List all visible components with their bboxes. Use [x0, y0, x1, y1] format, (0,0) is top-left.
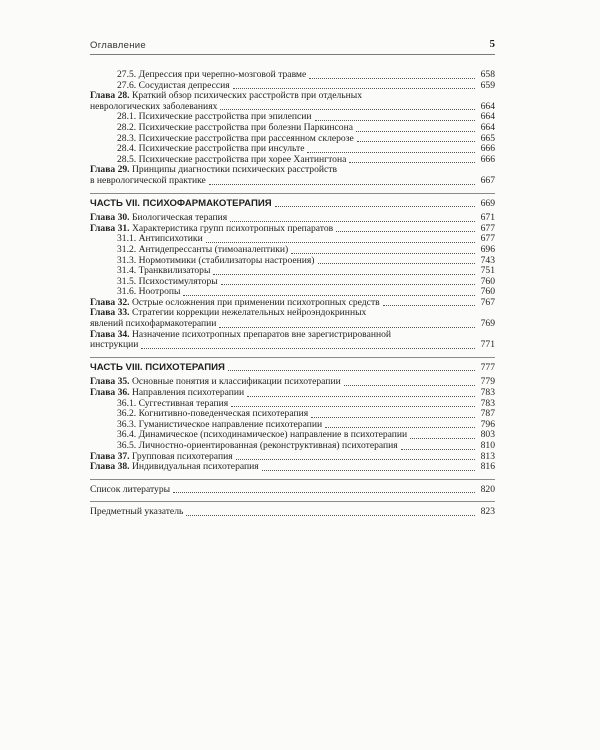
- toc-entry-page: 664: [480, 111, 495, 123]
- section-divider: [90, 357, 495, 358]
- leader-dots: [325, 427, 475, 428]
- leader-dots: [233, 88, 475, 89]
- toc-entry-page: 677: [480, 233, 495, 245]
- toc-entry-28-2[interactable]: [90, 123, 495, 134]
- leader-dots: [356, 131, 475, 132]
- leader-dots: [410, 438, 475, 439]
- chapter-prefix: Глава 35.: [90, 376, 130, 388]
- toc-entry-page: 667: [480, 174, 495, 186]
- leader-dots: [236, 459, 475, 460]
- toc-entry-page: 760: [480, 286, 495, 298]
- toc-entry-label: 36.3. Гуманистическое направление психотерапии: [117, 418, 323, 430]
- toc-part-7[interactable]: [90, 199, 495, 210]
- section-divider: [90, 193, 495, 194]
- toc-entry-label: 28.1. Психические расстройства при эпилепсии: [117, 111, 312, 123]
- toc-entry-label: Предметный указатель: [90, 506, 184, 518]
- toc-entry-label: 28.4. Психические расстройства при инсульте: [117, 143, 305, 155]
- toc-chapter-34[interactable]: [90, 330, 495, 341]
- leader-dots: [206, 242, 475, 243]
- toc-entry-page: 783: [480, 397, 495, 409]
- toc-entry-label: 31.2. Антидепрессанты (тимоаналептики): [117, 243, 289, 255]
- chapter-prefix: Глава 29.: [90, 164, 130, 176]
- toc-chapter-34-cont[interactable]: [90, 340, 495, 351]
- leader-dots: [221, 284, 475, 285]
- chapter-prefix: Глава 33.: [90, 307, 130, 319]
- leader-dots: [220, 109, 475, 110]
- toc-entry-page: 771: [480, 339, 495, 351]
- chapter-title-line2: неврологических заболеваниях: [90, 100, 218, 112]
- leader-dots: [309, 78, 475, 79]
- chapter-prefix: Глава 30.: [90, 212, 130, 224]
- toc-chapter-29-cont[interactable]: [90, 176, 495, 187]
- leader-dots: [213, 274, 475, 275]
- toc-entry-label: Список литературы: [90, 483, 171, 495]
- toc-entry-page: 666: [480, 153, 495, 165]
- leader-dots: [183, 295, 475, 296]
- chapter-title-line2: инструкции: [90, 339, 139, 351]
- toc-entry-page: 796: [480, 418, 495, 430]
- chapter-title: Острые осложнения при применении психотропных средств: [131, 296, 380, 308]
- toc-entry-page: 823: [480, 506, 495, 518]
- toc-entry-label: 31.1. Антипсихотики: [117, 233, 203, 245]
- leader-dots: [219, 327, 475, 328]
- toc-entry-page: 665: [480, 132, 495, 144]
- toc-entry-page: 767: [480, 296, 495, 308]
- toc-entry-page: 659: [480, 79, 495, 91]
- toc-entry-page: 760: [480, 275, 495, 287]
- toc-entry-page: 779: [480, 376, 495, 388]
- toc-chapter-38[interactable]: [90, 462, 495, 473]
- toc-entry-page: 777: [480, 361, 495, 373]
- leader-dots: [315, 120, 475, 121]
- leader-dots: [291, 253, 475, 254]
- chapter-prefix: Глава 28.: [90, 90, 130, 102]
- chapter-title: Направления психотерапии: [131, 387, 245, 399]
- chapter-title-line1: Назначение психотропных препаратов вне зарегистрированной: [131, 328, 392, 340]
- chapter-prefix: Глава 32.: [90, 296, 130, 308]
- toc-entry-label: 28.5. Психические расстройства при хорее Хантингтона: [117, 153, 347, 165]
- chapter-title: Групповая психотерапия: [131, 450, 233, 462]
- leader-dots: [318, 263, 476, 264]
- running-header-title: Оглавление: [90, 40, 146, 51]
- toc-entry-label: 36.1. Суггестивная терапия: [117, 397, 229, 409]
- toc-entry-page: 696: [480, 243, 495, 255]
- leader-dots: [231, 406, 475, 407]
- toc-entry-label: 31.4. Транквилизаторы: [117, 265, 211, 277]
- toc-entry-label: 28.3. Психические расстройства при рассеянном склерозе: [117, 132, 354, 144]
- leader-dots: [307, 152, 475, 153]
- toc-entry-label: 36.5. Личностно-ориентированная (реконструктивная) психотерапия: [117, 440, 398, 451]
- toc-entry-page: 658: [480, 69, 495, 80]
- chapter-title-line2: явлений психофармакотерапии: [90, 318, 217, 330]
- toc-entry-page: 664: [480, 100, 495, 112]
- chapter-prefix: Глава 36.: [90, 387, 130, 399]
- leader-dots: [344, 385, 475, 386]
- chapter-title: Биологическая терапия: [131, 212, 228, 224]
- toc-entry-page: 783: [480, 387, 495, 399]
- leader-dots: [141, 348, 475, 349]
- leader-dots: [186, 515, 475, 516]
- toc-entry-page: 666: [480, 143, 495, 155]
- chapter-prefix: Глава 34.: [90, 328, 130, 340]
- chapter-title: Характеристика групп психотропных препаратов: [131, 222, 334, 234]
- toc-entry-page: 813: [480, 450, 495, 462]
- chapter-title: Индивидуальная психотерапия: [131, 461, 259, 473]
- chapter-prefix: Глава 38.: [90, 461, 130, 473]
- chapter-title: Основные понятия и классификации психотерапии: [131, 376, 341, 388]
- leader-dots: [336, 231, 475, 232]
- toc-entry-label: 31.3. Нормотимики (стабилизаторы настроения): [117, 254, 315, 266]
- toc-entry-label: 27.5. Депрессия при черепно-мозговой травме: [117, 69, 307, 80]
- toc-entry-label: 36.4. Динамическое (психодинамическое) направление в психотерапии: [117, 429, 408, 441]
- section-divider: [90, 479, 495, 480]
- toc-entry-label: 31.5. Психостимуляторы: [117, 275, 218, 287]
- toc-part-8[interactable]: [90, 363, 495, 374]
- chapter-prefix: Глава 37.: [90, 450, 130, 462]
- page-number: 5: [489, 38, 495, 50]
- toc-entry-label: 31.6. Ноотропы: [117, 286, 181, 298]
- toc-entry-page: 671: [480, 212, 495, 224]
- part-title: ЧАСТЬ VII. ПСИХОФАРМАКОТЕРАПИЯ: [90, 197, 272, 209]
- toc-entry-27-5[interactable]: [90, 70, 495, 81]
- chapter-title-line2: в неврологической практике: [90, 174, 206, 186]
- toc-subject-index[interactable]: [90, 507, 495, 518]
- leader-dots: [228, 370, 475, 371]
- leader-dots: [262, 470, 475, 471]
- leader-dots: [311, 417, 475, 418]
- toc-entry-31-2[interactable]: [90, 245, 495, 256]
- leader-dots: [383, 305, 475, 306]
- leader-dots: [173, 492, 475, 493]
- toc-literature[interactable]: [90, 485, 495, 496]
- toc-entry-page: 803: [480, 429, 495, 441]
- toc-entry-label: 36.2. Когнитивно-поведенческая психотерапия: [117, 408, 309, 420]
- toc-entry-page: 810: [480, 440, 495, 451]
- toc-entry-page: 816: [480, 461, 495, 473]
- chapter-prefix: Глава 31.: [90, 222, 130, 234]
- leader-dots: [357, 141, 475, 142]
- leader-dots: [349, 162, 475, 163]
- toc-entry-page: 669: [480, 197, 495, 209]
- chapter-title-line1: Принципы диагностики психических расстройств: [131, 164, 337, 176]
- toc-entry-page: 787: [480, 408, 495, 420]
- leader-dots: [247, 396, 475, 397]
- section-divider: [90, 501, 495, 502]
- toc-entry-label: 27.6. Сосудистая депрессия: [117, 79, 230, 91]
- chapter-title-line1: Стратегии коррекции нежелательных нейроэндокринных: [131, 307, 367, 319]
- leader-dots: [209, 184, 475, 185]
- chapter-title-line1: Краткий обзор психических расстройств при отдельных: [131, 90, 363, 102]
- table-of-contents: [90, 70, 495, 518]
- toc-entry-page: 820: [480, 483, 495, 495]
- running-header: [90, 40, 495, 55]
- toc-entry-page: 664: [480, 121, 495, 133]
- toc-entry-page: 769: [480, 318, 495, 330]
- toc-entry-label: 28.2. Психические расстройства при болезни Паркинсона: [117, 121, 353, 133]
- leader-dots: [275, 206, 475, 207]
- leader-dots: [230, 221, 475, 222]
- toc-entry-page: 677: [480, 222, 495, 234]
- toc-entry-page: 743: [480, 254, 495, 266]
- toc-entry-page: 751: [480, 265, 495, 277]
- toc-chapter-title: [90, 462, 259, 473]
- part-title: ЧАСТЬ VIII. ПСИХОТЕРАПИЯ: [90, 361, 225, 373]
- leader-dots: [401, 449, 475, 450]
